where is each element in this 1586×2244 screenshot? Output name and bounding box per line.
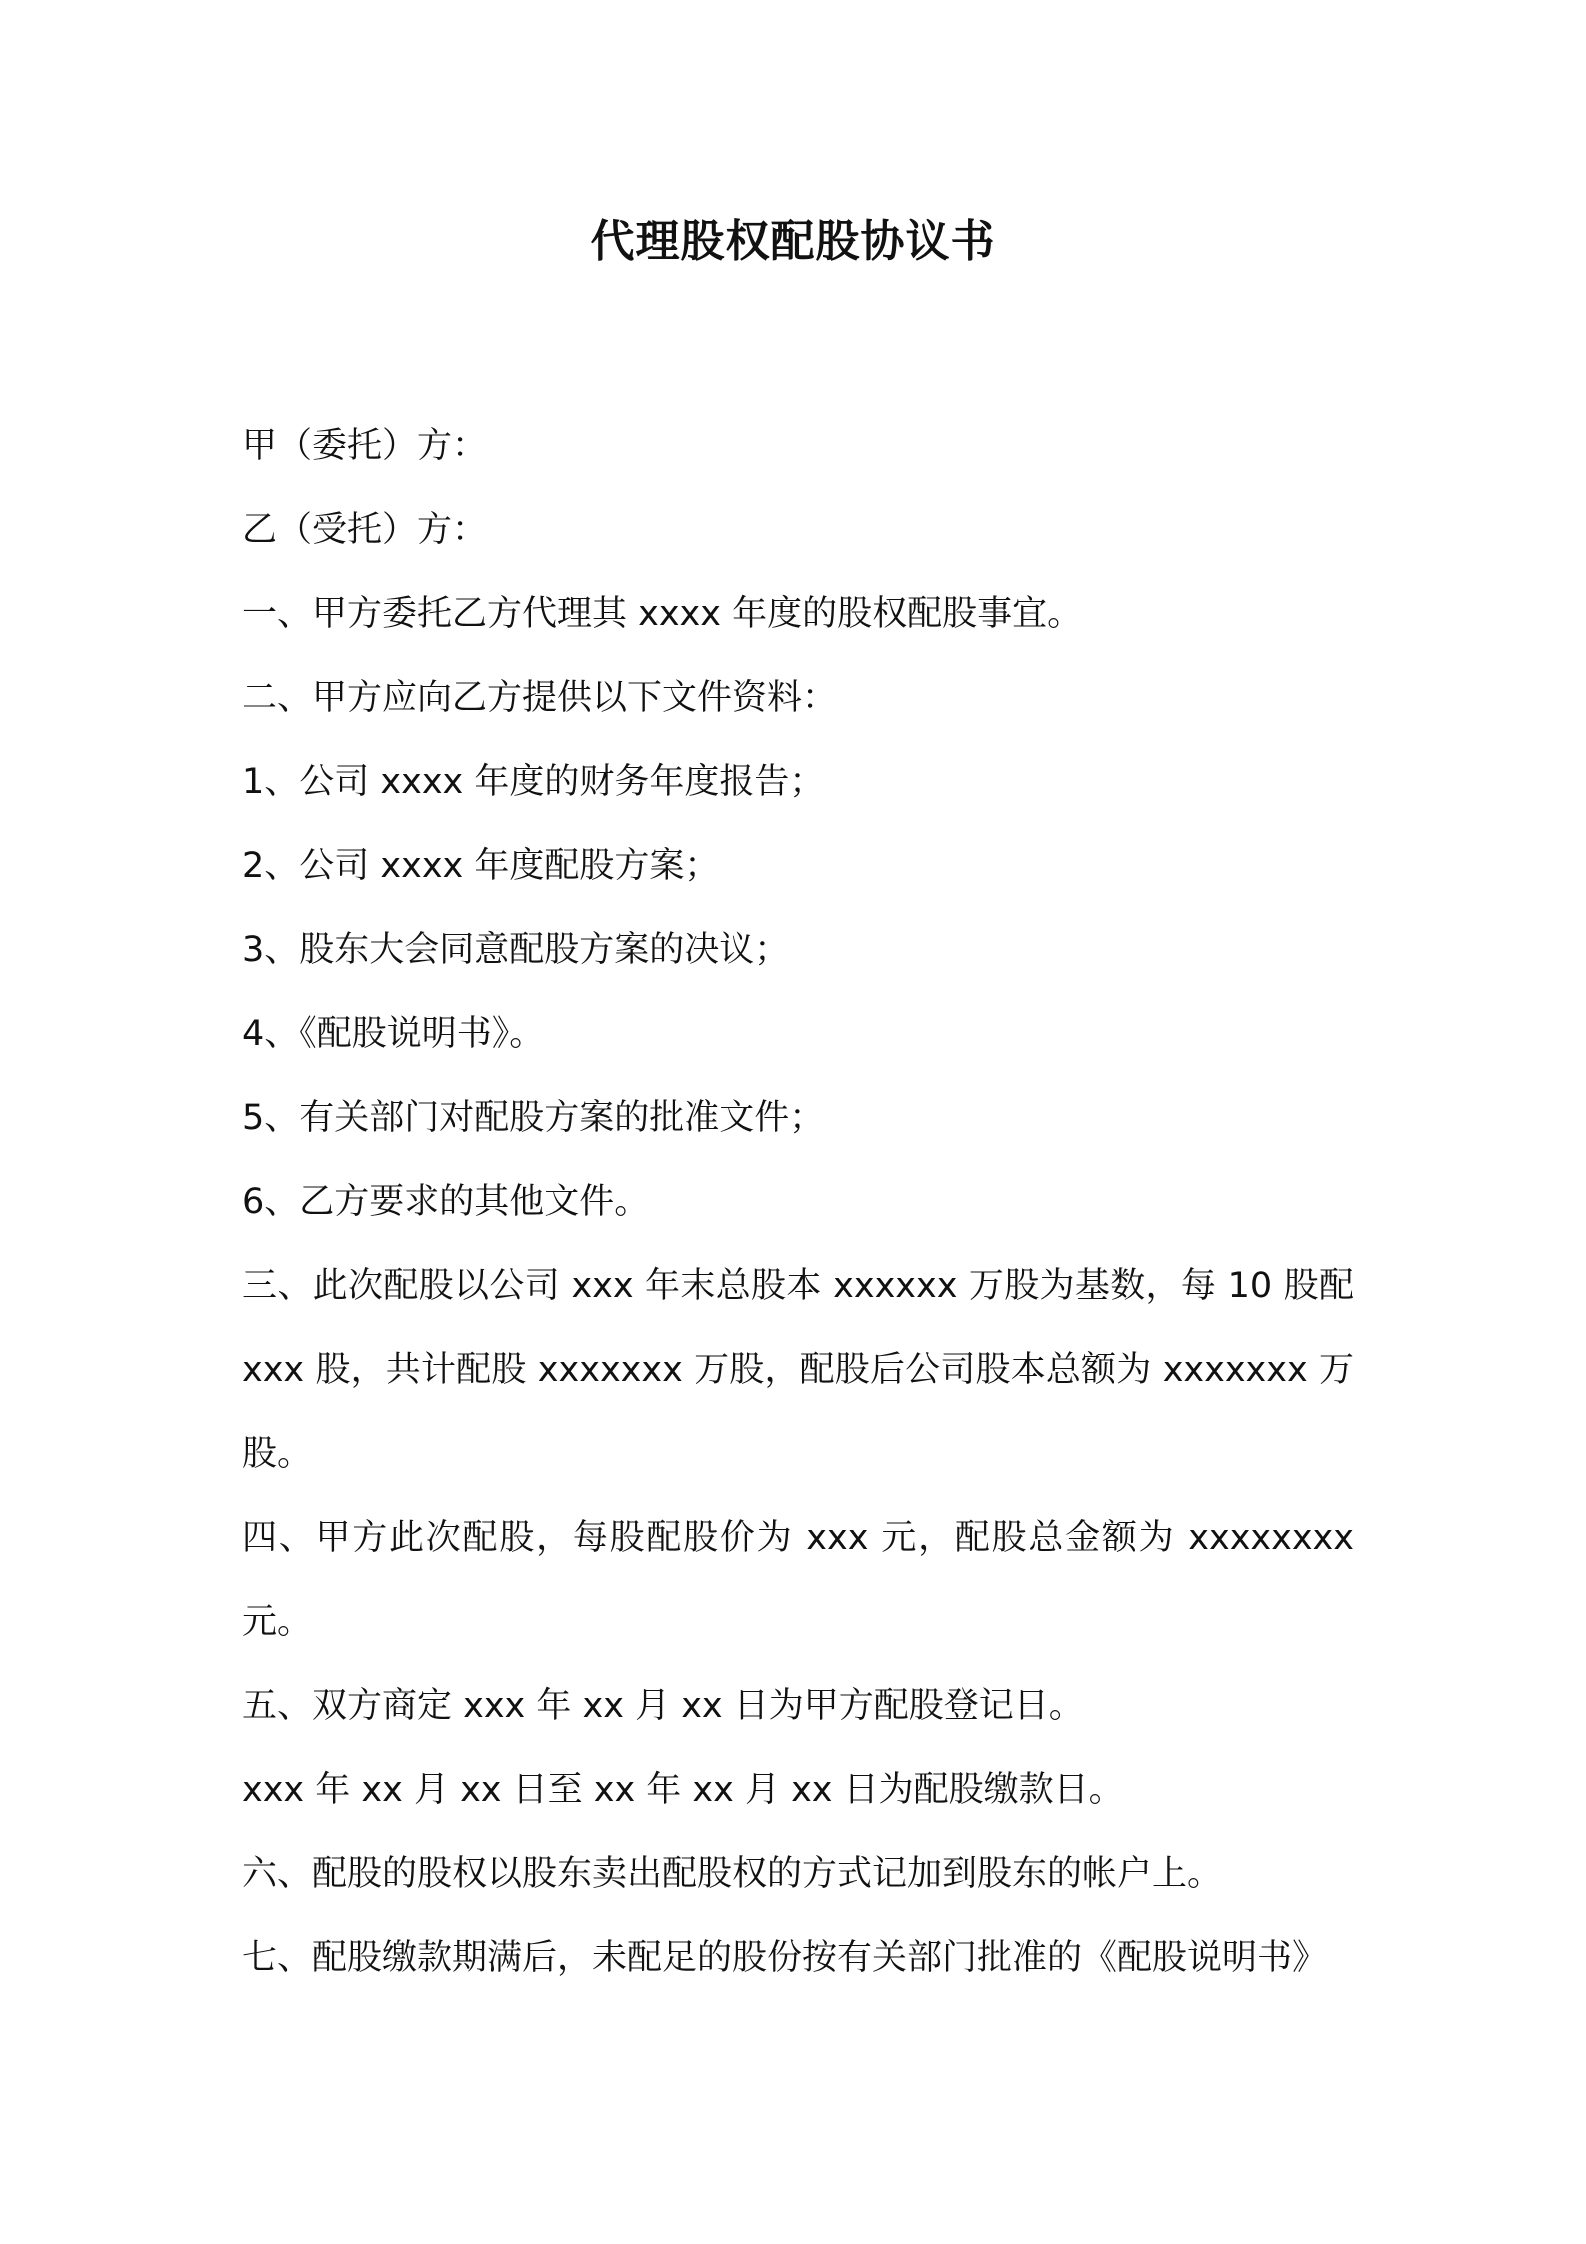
document-list-item-4: 4、《配股说明书》。 [242, 1014, 545, 1054]
document-list-item-1: 1、公司 xxxx 年度的财务年度报告； [242, 762, 825, 802]
clause-6: 六、配股的股权以股东卖出配股权的方式记加到股东的帐户上。 [242, 1854, 1223, 1894]
document-body [242, 404, 1354, 2000]
party-a-line: 甲（委托）方： [242, 426, 488, 466]
clause-2: 二、甲方应向乙方提供以下文件资料： [242, 678, 838, 718]
clause-7: 七、配股缴款期满后，未配足的股份按有关部门批准的《配股说明书》 [242, 1938, 1328, 1978]
document-list-item-3: 3、股东大会同意配股方案的决议； [242, 930, 790, 970]
clause-5: 五、双方商定 xxx 年 xx 月 xx 日为甲方配股登记日。 [242, 1686, 1084, 1726]
party-b-line: 乙（受托）方： [242, 510, 488, 550]
clause-4: 四、甲方此次配股，每股配股价为 xxx 元，配股总金额为 xxxxxxxx 元。 [242, 1518, 1354, 1642]
document-title: 代理股权配股协议书 [590, 216, 996, 267]
document-list-item-5: 5、有关部门对配股方案的批准文件； [242, 1098, 825, 1138]
clause-3: 三、此次配股以公司 xxx 年末总股本 xxxxxx 万股为基数，每 10 股配 xxx 股，共计配股 xxxxxxx 万股，配股后公司股本总额为 xxxxxxx 万股。 [242, 1266, 1354, 1474]
document-list-item-6: 6、乙方要求的其他文件。 [242, 1182, 650, 1222]
payment-period-line: xxx 年 xx 月 xx 日至 xx 年 xx 月 xx 日为配股缴款日。 [242, 1770, 1124, 1810]
document-list-item-2: 2、公司 xxxx 年度配股方案； [242, 846, 720, 886]
clause-1: 一、甲方委托乙方代理其 xxxx 年度的股权配股事宜。 [242, 594, 1083, 634]
